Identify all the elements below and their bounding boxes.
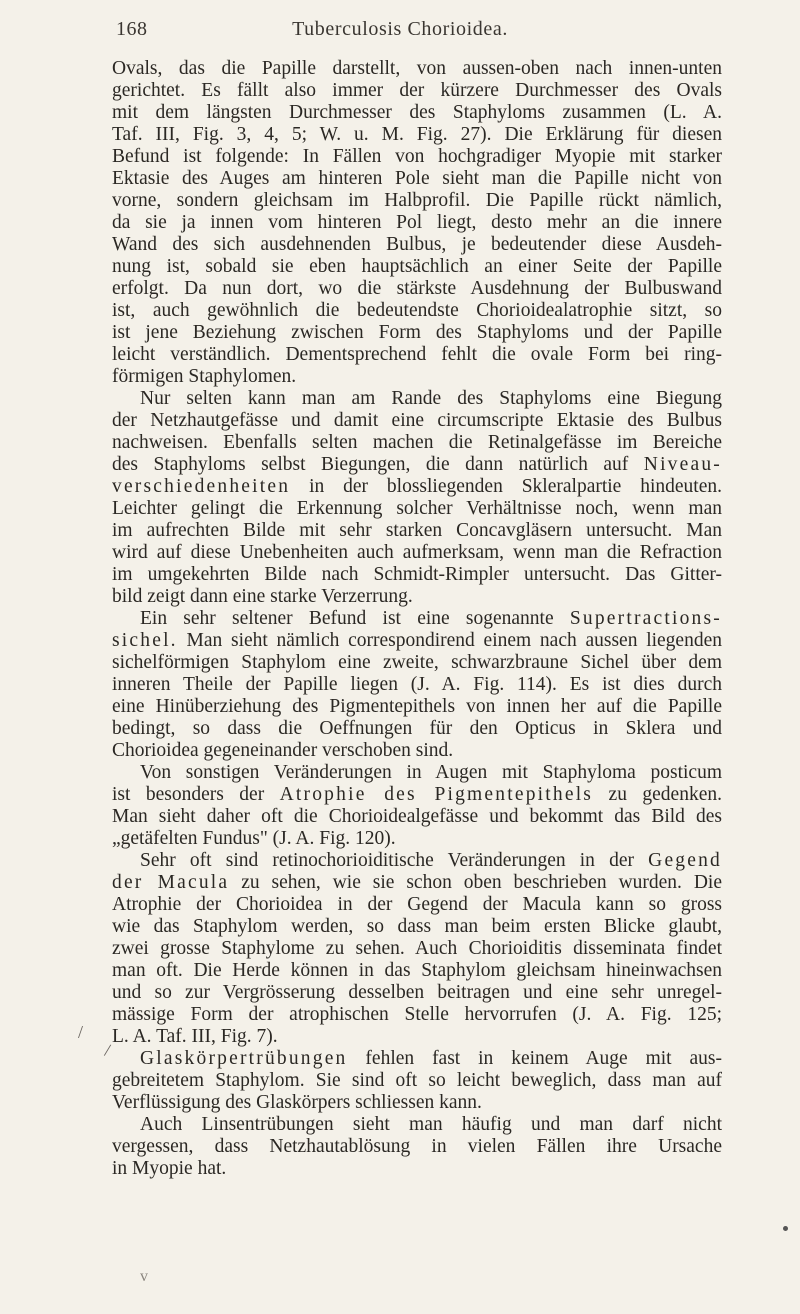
text-line: und so zur Vergrösserung desselben beitragen und eine sehr unregel- [112, 982, 722, 1003]
text-line: Nur selten kann man am Rande des Staphyloms eine Biegung [140, 388, 722, 409]
text-line: sichel. Man sieht nämlich correspondirend einem nach aussen liegenden [112, 630, 722, 651]
text-line: „getäfelten Fundus" (J. A. Fig. 120). [112, 828, 396, 849]
text-line: L. A. Taf. III, Fig. 7). [112, 1026, 278, 1047]
page-header [0, 10, 800, 50]
text-line: förmigen Staphylomen. [112, 366, 297, 387]
text-line: Von sonstigen Veränderungen in Augen mit Staphyloma posticum [140, 762, 722, 783]
body-text [112, 58, 722, 1180]
text-line: Ovals, das die Papille darstellt, von aussen-oben nach innen-unten [112, 58, 722, 79]
text-line: man oft. Die Herde können in das Staphylom gleichsam hineinwachsen [112, 960, 722, 981]
text-line: Ein sehr seltener Befund ist eine sogenannte Supertractions- [140, 608, 722, 629]
margin-pencil-mark: v [140, 1268, 148, 1285]
text-line: Atrophie der Chorioidea in der Gegend der Macula kann so gross [112, 894, 722, 915]
text-line: ist besonders der Atrophie des Pigmentepithels zu gedenken. [112, 784, 722, 805]
text-line: erfolgt. Da nun dort, wo die stärkste Ausdehnung der Bulbuswand [112, 278, 722, 299]
text-line: nachweisen. Ebenfalls selten machen die Retinalgefässe im Bereiche [112, 432, 722, 453]
text-line: Leichter gelingt die Erkennung solcher Verhältnisse noch, wenn man [112, 498, 722, 519]
text-line: im umgekehrten Bilde nach Schmidt-Rimpler untersucht. Das Gitter- [112, 564, 722, 585]
text-line: zwei grosse Staphylome zu sehen. Auch Chorioiditis disseminata findet [112, 938, 722, 959]
text-line: gerichtet. Es fällt also immer der kürzere Durchmesser des Ovals [112, 80, 722, 101]
text-line: vergessen, dass Netzhautablösung in vielen Fällen ihre Ursache [112, 1136, 722, 1157]
text-line: im aufrechten Bilde mit sehr starken Concavgläsern untersucht. Man [112, 520, 722, 541]
text-line: gebreitetem Staphylom. Sie sind oft so leicht beweglich, dass man auf [112, 1070, 722, 1091]
text-line: wird auf diese Unebenheiten auch aufmerksam, wenn man die Refraction [112, 542, 722, 563]
text-line: in Myopie hat. [112, 1158, 227, 1179]
margin-pencil-mark: / [103, 1039, 113, 1061]
text-line: ist jene Beziehung zwischen Form des Staphyloms und der Papille [112, 322, 722, 343]
text-line: des Staphyloms selbst Biegungen, die dann natürlich auf Niveau- [112, 454, 722, 475]
text-line: der Macula zu sehen, wie sie schon oben beschrieben wurden. Die [112, 872, 722, 893]
page-number: 168 [116, 18, 148, 40]
text-line: leicht verständlich. Dementsprechend fehlt die ovale Form bei ring- [112, 344, 722, 365]
text-line: eine Hinüberziehung des Pigmentepithels von innen her auf die Papille [112, 696, 722, 717]
text-line: Ektasie des Auges am hinteren Pole sieht man die Papille nicht von [112, 168, 722, 189]
text-line: bild zeigt dann eine starke Verzerrung. [112, 586, 413, 607]
text-line: der Netzhautgefässe und damit eine circumscripte Ektasie des Bulbus [112, 410, 722, 431]
text-line: Auch Linsentrübungen sieht man häufig und man darf nicht [140, 1114, 722, 1135]
text-line: wie das Staphylom werden, so dass man beim ersten Blicke glaubt, [112, 916, 722, 937]
text-line: da sie ja innen vom hinteren Pol liegt, desto mehr an die innere [112, 212, 722, 233]
text-line: vorne, sondern gleichsam im Halbprofil. Die Papille rückt nämlich, [112, 190, 722, 211]
ink-spot [783, 1226, 788, 1231]
text-line: sichelförmigen Staphylom eine zweite, schwarzbraune Sichel über dem [112, 652, 722, 673]
text-line: Chorioidea gegeneinander verschoben sind. [112, 740, 454, 761]
text-line: bedingt, so dass die Oeffnungen für den Opticus in Sklera und [112, 718, 722, 739]
text-line: Befund ist folgende: In Fällen von hochgradiger Myopie mit starker [112, 146, 722, 167]
text-line: nung ist, sobald sie eben hauptsächlich an einer Seite der Papille [112, 256, 722, 277]
text-line: Verflüssigung des Glaskörpers schliessen kann. [112, 1092, 482, 1113]
text-line: inneren Theile der Papille liegen (J. A. Fig. 114). Es ist dies durch [112, 674, 722, 695]
text-line: Wand des sich ausdehnenden Bulbus, je bedeutender diese Ausdeh- [112, 234, 722, 255]
text-line: Taf. III, Fig. 3, 4, 5; W. u. M. Fig. 27). Die Erklärung für diesen [112, 124, 722, 145]
text-line: Sehr oft sind retinochorioiditische Veränderungen in der Gegend [140, 850, 722, 871]
text-line: mässige Form der atrophischen Stelle hervorrufen (J. A. Fig. 125; [112, 1004, 722, 1025]
margin-pencil-mark: / [78, 1022, 84, 1042]
text-line: Glaskörpertrübungen fehlen fast in keinem Auge mit aus- [140, 1048, 722, 1069]
running-title: Tuberculosis Chorioidea. [292, 18, 508, 40]
text-line: ist, auch gewöhnlich die bedeutendste Chorioidealatrophie sitzt, so [112, 300, 722, 321]
text-line: Man sieht daher oft die Chorioidealgefässe und bekommt das Bild des [112, 806, 722, 827]
text-line: verschiedenheiten in der blossliegenden Skleralpartie hindeuten. [112, 476, 722, 497]
text-line: mit dem längsten Durchmesser des Staphyloms zusammen (L. A. [112, 102, 722, 123]
